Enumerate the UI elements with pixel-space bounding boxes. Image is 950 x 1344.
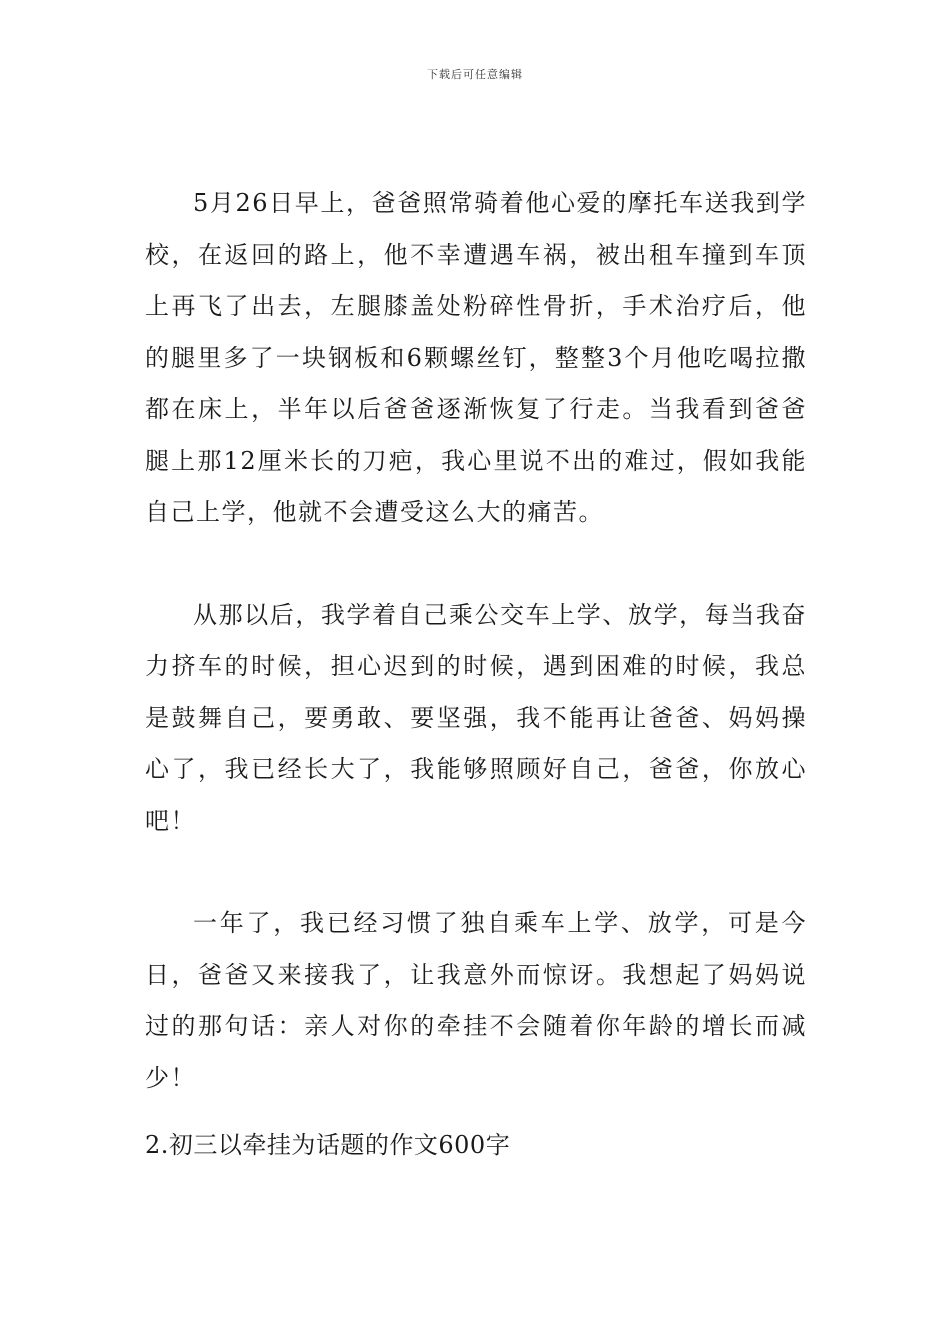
section-heading: 2.初三以牵挂为话题的作文600字 (145, 1131, 511, 1159)
document-body (145, 178, 807, 1104)
paragraph-1: 5月26日早上，爸爸照常骑着他心爱的摩托车送我到学校，在返回的路上，他不幸遭遇车祸，被出租车撞到车顶上再飞了出去，左腿膝盖处粉碎性骨折，手术治疗后，他的腿里多了一块钢板和6颗螺丝钉，整整3个月他吃喝拉撒都在床上，半年以后爸爸逐渐恢复了行走。当我看到爸爸腿上那12厘米长的刀疤，我心里说不出的难过，假如我能自己上学，他就不会遭受这么大的痛苦。 (145, 189, 807, 526)
paragraph-2: 从那以后，我学着自己乘公交车上学、放学，每当我奋力挤车的时候，担心迟到的时候，遇到困难的时候，我总是鼓舞自己，要勇敢、要坚强，我不能再让爸爸、妈妈操心了，我已经长大了，我能够照顾好自己，爸爸，你放心吧！ (145, 600, 807, 835)
page-header: 下载后可任意编辑 (427, 68, 523, 81)
paragraph-3: 一年了，我已经习惯了独自乘车上学、放学，可是今日，爸爸又来接我了，让我意外而惊讶。我想起了妈妈说过的那句话：亲人对你的牵挂不会随着你年龄的增长而减少！ (145, 909, 807, 1092)
